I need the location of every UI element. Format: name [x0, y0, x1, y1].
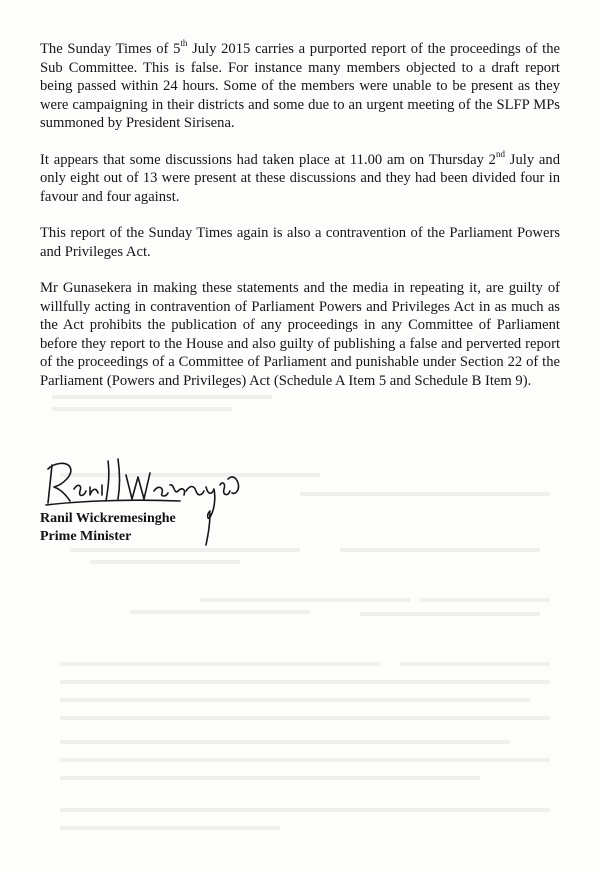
paragraph-text: July and only eight out of 13 were present at these discussions and they had been divided four in favour and four against.: [40, 151, 560, 205]
paragraph-text: The Sunday Times of 5: [40, 41, 181, 57]
signature-block: [40, 455, 280, 565]
paragraph-text: July 2015 carries a purported report of the proceedings of the Sub Committee. This is false. For instance many members objected to a draft report being passed within 24 hours. Some of the members were unable to be present as they were campaigning in their districts and some due to an urgent meeting of the SLFP MPs summoned by President Sirisena.: [40, 41, 561, 131]
paragraph-sunday-times-report: [40, 40, 560, 133]
signatory-title: Prime Minister: [40, 529, 132, 544]
paragraph-contravention: This report of the Sunday Times again is also a contravention of the Parliament Powers and Privileges Act.: [40, 225, 560, 260]
paragraph-discussions: [40, 148, 560, 207]
paragraph-gunasekera: Mr Gunasekera in making these statements and the media in repeating it, are guilty of willfully acting in contravention of Parliament Powers and Privileges Act in as much as the Act prohibits the publication of any proceedings in any Committee of Parliament before they report to the House and also guilty of publishing a false and perverted report of the proceedings of a Committee of Parliament and punishable under Section 22 of the Parliament (Powers and Privileges) Act (Schedule A Item 5 and Schedule B Item 9).: [40, 280, 560, 389]
paragraph-text: It appears that some discussions had taken place at 11.00 am on Thursday 2: [40, 151, 496, 168]
ordinal-suffix: th: [180, 38, 188, 49]
signatory-name: Ranil Wickremesinghe: [40, 511, 176, 526]
letter-body: [40, 40, 560, 408]
ordinal-suffix: nd: [495, 148, 505, 159]
signatory: [40, 510, 176, 546]
